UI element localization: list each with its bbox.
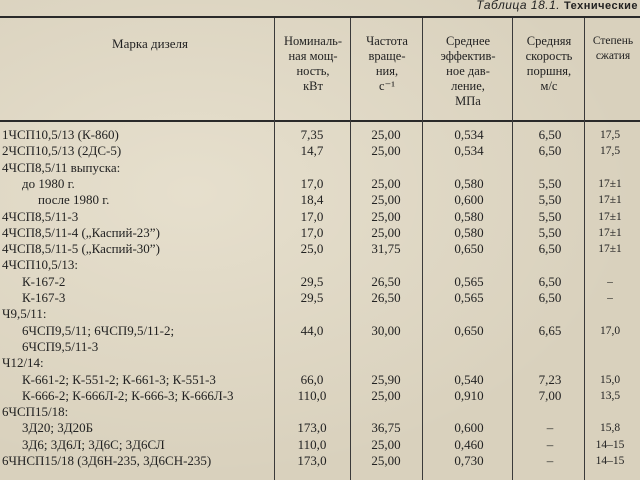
cell-pressure: 0,600 — [454, 192, 484, 208]
cell-pressure: 0,580 — [454, 175, 484, 191]
row-name: 4ЧСП8,5/11-5 („Каспий-30”) — [2, 241, 160, 257]
header-line: ление, — [451, 79, 485, 93]
cell-pressure: 0,534 — [454, 127, 484, 142]
cell-speed: 5,50 — [538, 224, 562, 240]
cell-speed: 6,50 — [538, 143, 562, 159]
header-line: Среднее — [445, 34, 491, 48]
cell-power: 18,4 — [300, 192, 324, 208]
header-line: м/с — [540, 79, 558, 93]
cell-speed: – — [546, 453, 554, 468]
table-top-rule — [0, 16, 640, 18]
row-name: до 1980 г. — [22, 175, 75, 191]
cell-pressure: 0,540 — [454, 371, 484, 387]
header-pressure — [424, 34, 512, 109]
cell-pressure: 0,580 — [454, 224, 484, 240]
cell-speed: – — [546, 436, 554, 452]
row-name: 6ЧНСП15/18 (3Д6Н-235, 3Д6СН-235) — [2, 453, 212, 468]
column-divider — [350, 18, 351, 480]
cell-comp: 17±1 — [598, 226, 622, 239]
cell-comp: 17,5 — [599, 145, 621, 158]
cell-pressure: 0,650 — [454, 322, 484, 338]
header-line: Степень — [592, 35, 634, 47]
cell-pressure: 0,910 — [454, 387, 484, 403]
cell-freq: 25,00 — [371, 143, 401, 159]
row-name: Ч9,5/11: — [2, 306, 47, 322]
cell-freq: 25,00 — [371, 208, 401, 224]
header-line: ния, — [375, 64, 399, 78]
row-name: после 1980 г. — [38, 192, 110, 208]
row-name: 4ЧСП10,5/13: — [2, 257, 78, 273]
row-name: 4ЧСП8,5/11-3 — [2, 208, 79, 224]
caption-italic: Таблица 18.1. — [476, 0, 561, 12]
row-name: 2ЧСП10,5/13 (2ДС-5) — [2, 143, 122, 159]
cell-freq: 25,00 — [371, 387, 401, 403]
header-line: скорость — [525, 49, 573, 63]
cell-freq: 26,50 — [371, 273, 401, 289]
cell-pressure: 0,534 — [454, 143, 484, 159]
header-line: ность, — [296, 64, 330, 78]
cell-comp: 17±1 — [598, 243, 622, 256]
cell-power: 17,0 — [300, 208, 324, 224]
header-line: Номиналь- — [283, 34, 343, 48]
cell-power: 7,35 — [300, 127, 324, 142]
header-line: Частота — [366, 34, 408, 48]
cell-power: 25,0 — [300, 241, 324, 257]
header-bottom-rule — [0, 120, 640, 122]
caption-bold: Технические — [563, 0, 638, 12]
row-name: Ч12/14: — [2, 355, 44, 371]
header-line: МПа — [455, 94, 481, 108]
cell-power: 17,0 — [300, 224, 324, 240]
row-name: 4ЧСП8,5/11 выпуска: — [2, 159, 121, 175]
cell-freq: 25,00 — [371, 127, 401, 142]
cell-speed: 7,00 — [538, 387, 562, 403]
header-frequency — [352, 34, 422, 94]
cell-power: 173,0 — [297, 420, 327, 436]
row-name: 6ЧСП9,5/11-3 — [22, 338, 99, 354]
row-name: 6ЧСП15/18: — [2, 404, 69, 420]
column-divider — [422, 18, 423, 480]
cell-comp: 17,0 — [599, 324, 621, 337]
cell-power: 110,0 — [297, 436, 327, 452]
cell-freq: 25,00 — [371, 192, 401, 208]
cell-freq: 26,50 — [371, 290, 401, 305]
cell-power: 66,0 — [300, 371, 324, 387]
row-name: 3Д20; 3Д20Б — [22, 420, 94, 436]
cell-power: 173,0 — [297, 453, 327, 468]
cell-power: 110,0 — [297, 387, 327, 403]
cell-power: 14,7 — [300, 143, 324, 159]
cell-pressure: 0,460 — [454, 436, 484, 452]
cell-freq: 25,00 — [371, 436, 401, 452]
cell-speed: 6,50 — [538, 290, 562, 305]
header-line: поршня, — [526, 64, 572, 78]
cell-power: 44,0 — [300, 322, 324, 338]
header-line: ная мощ- — [288, 49, 338, 63]
column-divider — [274, 18, 275, 480]
header-piston-speed — [514, 34, 584, 94]
header-line: ное дав- — [446, 64, 490, 78]
header-line: кВт — [303, 79, 323, 93]
cell-comp: 17±1 — [598, 177, 622, 190]
cell-comp: 17±1 — [598, 210, 622, 223]
row-name: К-666-2; К-666Л-2; К-666-3; К-666Л-3 — [22, 387, 234, 403]
cell-pressure: 0,600 — [454, 420, 484, 436]
row-name: 3Д6; 3Д6Л; 3Д6С; 3Д6СЛ — [22, 436, 165, 452]
cell-speed: 5,50 — [538, 192, 562, 208]
cell-power: 17,0 — [300, 175, 324, 191]
cell-comp: 13,5 — [599, 389, 621, 402]
row-name: 1ЧСП10,5/13 (К-860) — [2, 127, 119, 142]
cell-comp: 17±1 — [598, 194, 622, 207]
header-name: Марка дизеля — [112, 36, 188, 51]
cell-speed: 6,50 — [538, 241, 562, 257]
cell-comp: 15,8 — [599, 422, 621, 435]
table-caption — [476, 0, 638, 12]
cell-freq: 25,00 — [371, 453, 401, 468]
cell-freq: 36,75 — [371, 420, 401, 436]
cell-speed: – — [546, 420, 554, 436]
cell-pressure: 0,580 — [454, 208, 484, 224]
cell-speed: 5,50 — [538, 208, 562, 224]
cell-speed: 7,23 — [538, 371, 562, 387]
cell-freq: 25,90 — [371, 371, 401, 387]
header-compression — [586, 34, 640, 64]
row-name: К-167-2 — [22, 273, 66, 289]
cell-comp: 17,5 — [599, 129, 621, 141]
cell-freq: 30,00 — [371, 322, 401, 338]
cell-pressure: 0,730 — [454, 453, 484, 468]
cell-power: 29,5 — [300, 273, 324, 289]
cell-speed: 5,50 — [538, 175, 562, 191]
header-line: враще- — [368, 49, 406, 63]
header-line: эффектив- — [440, 49, 496, 63]
header-line: Средняя — [526, 34, 572, 48]
cell-pressure: 0,565 — [454, 290, 484, 305]
cell-speed: 6,65 — [538, 322, 562, 338]
cell-comp: 14–15 — [595, 455, 625, 467]
row-name: К-661-2; К-551-2; К-661-3; К-551-3 — [22, 371, 216, 387]
cell-comp: – — [607, 292, 613, 304]
cell-power: 29,5 — [300, 290, 324, 305]
cell-comp: 14–15 — [595, 438, 625, 451]
cell-speed: 6,50 — [538, 273, 562, 289]
cell-pressure: 0,650 — [454, 241, 484, 257]
row-name: К-167-3 — [22, 290, 66, 305]
header-line: с⁻¹ — [379, 79, 395, 93]
row-name: 4ЧСП8,5/11-4 („Каспий-23”) — [2, 224, 160, 240]
row-name: 6ЧСП9,5/11; 6ЧСП9,5/11-2; — [22, 322, 175, 338]
cell-speed: 6,50 — [538, 127, 562, 142]
header-power — [276, 34, 350, 94]
header-line: сжатия — [595, 50, 631, 62]
column-divider — [512, 18, 513, 480]
cell-comp: 15,0 — [599, 373, 621, 386]
cell-freq: 25,00 — [371, 224, 401, 240]
cell-pressure: 0,565 — [454, 273, 484, 289]
cell-freq: 31,75 — [371, 241, 401, 257]
cell-freq: 25,00 — [371, 175, 401, 191]
cell-comp: – — [607, 275, 613, 288]
